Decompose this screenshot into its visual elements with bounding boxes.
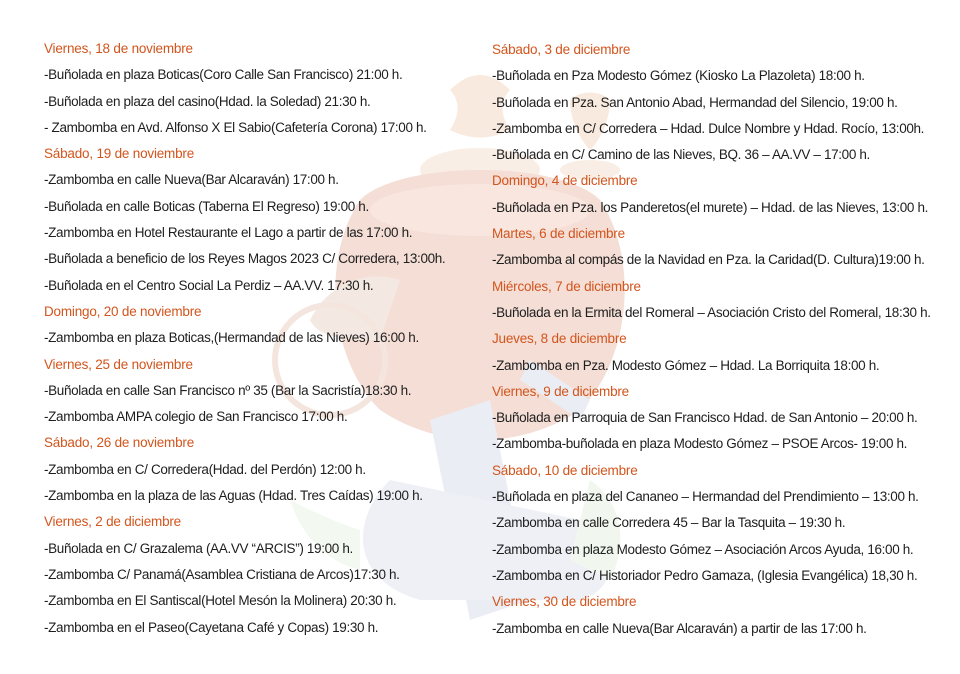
event-item: -Zambomba en calle Nueva(Bar Alcaraván) 17:00 h. bbox=[44, 172, 339, 188]
left-schedule-column bbox=[44, 36, 464, 641]
event-item: -Buñolada en la Ermita del Romeral – Asociación Cristo del Romeral, 18:30 h. bbox=[492, 304, 931, 320]
day-heading: Viernes, 18 de noviembre bbox=[44, 41, 193, 56]
event-item: -Zambomba en C/ Historiador Pedro Gamaza, (Iglesia Evangélica) 18,30 h. bbox=[492, 567, 918, 583]
day-heading: Viernes, 9 de diciembre bbox=[492, 383, 629, 399]
event-item: -Zambomba en plaza Boticas,(Hermandad de las Nieves) 16:00 h. bbox=[44, 330, 419, 346]
event-item: -Zambomba en calle Corredera 45 – Bar la Tasquita – 19:30 h. bbox=[492, 515, 846, 531]
day-heading: Viernes, 30 de diciembre bbox=[492, 594, 637, 610]
event-item: -Buñolada en calle San Francisco nº 35 (Bar la Sacristía)18:30 h. bbox=[44, 382, 412, 398]
event-item: -Buñolada en Pza. San Antonio Abad, Hermandad del Silencio, 19:00 h. bbox=[492, 94, 898, 110]
event-item: -Buñolada en C/ Camino de las Nieves, BQ. 36 – AA.VV – 17:00 h. bbox=[492, 147, 870, 163]
event-item: -Zambomba-buñolada en plaza Modesto Gómez – PSOE Arcos- 19:00 h. bbox=[492, 436, 908, 452]
day-heading: Miércoles, 7 de diciembre bbox=[492, 278, 641, 294]
event-item: - Zambomba en Avd. Alfonso X El Sabio(Cafetería Corona) 17:00 h. bbox=[44, 119, 427, 135]
event-item: -Zambomba en Pza. Modesto Gómez – Hdad. La Borriquita 18:00 h. bbox=[492, 357, 880, 373]
event-item: -Zambomba C/ Panamá(Asamblea Cristiana de Arcos)17:30 h. bbox=[44, 566, 400, 582]
day-heading: Sábado, 19 de noviembre bbox=[44, 146, 195, 162]
event-item: -Zambomba al compás de la Navidad en Pza. la Caridad(D. Cultura)19:00 h. bbox=[492, 252, 925, 268]
event-item: -Zambomba en C/ Corredera(Hdad. del Perdón) 12:00 h. bbox=[44, 461, 366, 477]
day-heading: Domingo, 4 de diciembre bbox=[492, 173, 638, 189]
event-item: -Buñolada en Pza. los Panderetos(el murete) – Hdad. de las Nieves, 13:00 h. bbox=[492, 199, 929, 215]
event-item: -Zambomba en El Santiscal(Hotel Mesón la Molinera) 20:30 h. bbox=[44, 593, 397, 609]
day-heading: Sábado, 26 de noviembre bbox=[44, 435, 195, 451]
day-heading: Viernes, 25 de noviembre bbox=[44, 356, 193, 372]
day-heading: Sábado, 3 de diciembre bbox=[492, 42, 631, 57]
event-item: -Buñolada a beneficio de los Reyes Magos 2023 C/ Corredera, 13:00h. bbox=[44, 251, 446, 267]
day-heading: Viernes, 2 de diciembre bbox=[44, 514, 181, 530]
event-item: -Buñolada en plaza del casino(Hdad. la Soledad) 21:30 h. bbox=[44, 93, 371, 109]
event-item: -Zambomba en el Paseo(Cayetana Café y Copas) 19:30 h. bbox=[44, 619, 379, 635]
event-item: -Zambomba AMPA colegio de San Francisco 17:00 h. bbox=[44, 409, 348, 425]
event-item: -Buñolada en Pza Modesto Gómez (Kiosko La Plazoleta) 18:00 h. bbox=[492, 68, 865, 84]
event-item: -Buñolada en plaza Boticas(Coro Calle San Francisco) 21:00 h. bbox=[44, 67, 403, 83]
event-item: -Zambomba en la plaza de las Aguas (Hdad. Tres Caídas) 19:00 h. bbox=[44, 488, 423, 504]
event-item: -Buñolada en plaza del Cananeo – Hermandad del Prendimiento – 13:00 h. bbox=[492, 489, 919, 505]
event-item: -Buñolada en el Centro Social La Perdiz – AA.VV. 17:30 h. bbox=[44, 277, 374, 293]
event-item: -Zambomba en calle Nueva(Bar Alcaraván) a partir de las 17:00 h. bbox=[492, 620, 867, 636]
day-heading: Jueves, 8 de diciembre bbox=[492, 331, 627, 347]
day-heading: Sábado, 10 de diciembre bbox=[492, 462, 638, 478]
day-heading: Martes, 6 de diciembre bbox=[492, 226, 625, 242]
event-item: -Zambomba en plaza Modesto Gómez – Asociación Arcos Ayuda, 16:00 h. bbox=[492, 541, 914, 557]
event-item: -Buñolada en Parroquia de San Francisco Hdad. de San Antonio – 20:00 h. bbox=[492, 410, 918, 426]
right-schedule-column bbox=[492, 37, 942, 642]
event-item: -Buñolada en C/ Grazalema (AA.VV “ARCIS”) 19:00 h. bbox=[44, 540, 353, 556]
event-item: -Zambomba en Hotel Restaurante el Lago a partir de las 17:00 h. bbox=[44, 225, 413, 241]
event-item: -Buñolada en calle Boticas (Taberna El Regreso) 19:00 h. bbox=[44, 198, 369, 214]
day-heading: Domingo, 20 de noviembre bbox=[44, 303, 202, 319]
event-item: -Zambomba en C/ Corredera – Hdad. Dulce Nombre y Hdad. Rocío, 13:00h. bbox=[492, 120, 925, 136]
